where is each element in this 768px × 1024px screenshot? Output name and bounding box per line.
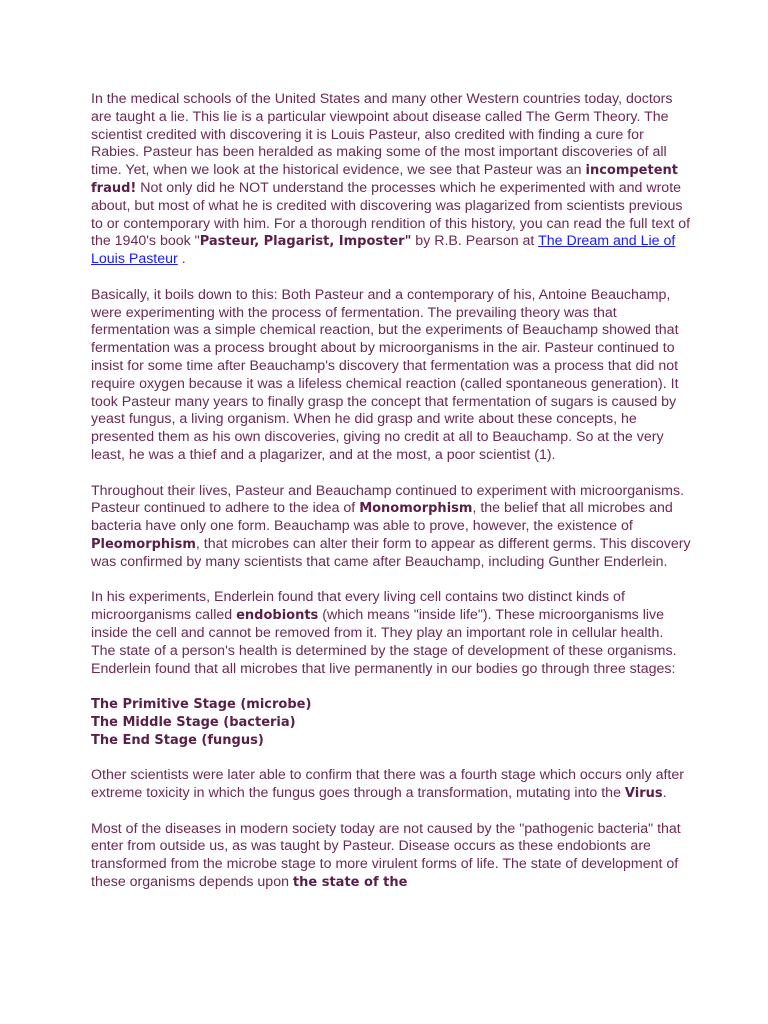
book-title: Pasteur, Plagarist, Imposter" — [199, 234, 412, 250]
paragraph-text: In the medical schools of the United States and many other Western countries today, doctors are taught a lie. This lie is a particular viewpoint about disease called The Germ Theory. The scientist credited with discovering it is Louis Pasteur, also credited with finding a cure for Rabies. Pasteur has been heralded as making some of the most important discoveries of all time. Yet, when we look at the historical evidence, we see that Pasteur was an — [91, 91, 673, 179]
term-monomorphism: Monomorphism — [359, 501, 473, 517]
paragraph-text: . — [662, 785, 667, 802]
paragraph-text: Basically, it boils down to this: Both Pasteur and a contemporary of his, Antoine Beauchamp, were experimenting with the process of fermentation. The prevailing theory was that fermentation was a simple chemical reaction, but the experiments of Beauchamp showed that fermentation was a process brought about by microorganisms in the air. Pasteur continued to insist for some time after Beauchamp's discovery that fermentation was a process that did not require oxygen because it was a lifeless chemical reaction (called spontaneous generation). It took Pasteur many years to finally grasp the concept that fermentation of sugars is caused by yeast fungus, a living organism. When he did grasp and write about these concepts, he presented them as his own discoveries, giving no credit at all to Beauchamp. So at the very least, he was a thief and a plagarizer, and at the most, a poor scientist (1). — [91, 286, 679, 463]
paragraph-text: Throughout their lives, Pasteur and Beauchamp continued to experiment with microorganisms. Pasteur continued to adhere to the idea of — [91, 482, 685, 517]
paragraph-virus — [91, 767, 691, 803]
stage-item: The Middle Stage (bacteria) — [91, 714, 296, 730]
stage-item: The Primitive Stage (microbe) — [91, 697, 312, 713]
paragraph-fermentation — [91, 287, 691, 465]
paragraph-text: Not only did he NOT understand the processes which he experimented with and wrote about, but most of what he is credited with discovering was plagarized from scientists previous to or contemporary with him. For a thorough rendition of this history, you can read the full text of the 1940's book " — [91, 179, 691, 250]
term-endobionts: endobionts — [236, 608, 319, 624]
stage-list — [91, 696, 691, 749]
term-virus: Virus — [624, 786, 663, 802]
paragraph-text: (which means "inside life"). These microorganisms live inside the cell and cannot be removed from it. They play an important role in cellular health. The state of a person's health is determined by the stage of development of these organisms. Enderlein found that all microbes that live permanently in our bodies go through three stages: — [91, 607, 677, 677]
term-pleomorphism: Pleomorphism — [91, 536, 196, 552]
paragraph-text: , the belief that all microbes and bacteria have only one form. Beauchamp was able to prove, however, the existence of — [91, 500, 673, 535]
paragraph-text: by R.B. Pearson at — [411, 233, 539, 250]
book-link[interactable]: The Dream and Lie of Louis Pasteur — [91, 233, 676, 268]
document-body — [91, 91, 691, 910]
paragraph-text: . — [177, 251, 186, 268]
paragraph-text: , that microbes can alter their form to appear as different germs. This discovery was confirmed by many scientists that came after Beauchamp, including Gunther Enderlein. — [91, 535, 691, 570]
paragraph-text: In his experiments, Enderlein found that every living cell contains two distinct kinds of microorganisms called — [91, 589, 625, 624]
emphasis-state-of-the: the state of the — [292, 875, 408, 891]
stage-item: The End Stage (fungus) — [91, 732, 264, 748]
emphasis-incompetent-fraud: incompetent fraud! — [91, 163, 679, 196]
paragraph-pleomorphism — [91, 483, 691, 572]
paragraph-text: Other scientists were later able to confirm that there was a fourth stage which occurs only after extreme toxicity in which the fungus goes through a transformation, mutating into the — [91, 767, 684, 802]
paragraph-text: Most of the diseases in modern society today are not caused by the "pathogenic bacteria" that enter from outside us, as was taught by Pasteur. Disease occurs as these endobionts are transformed from the microbe stage to more virulent forms of life. The state of development of these organisms depends upon — [91, 820, 681, 891]
paragraph-disease — [91, 821, 691, 892]
paragraph-endobionts — [91, 589, 691, 678]
paragraph-germ-theory — [91, 91, 691, 269]
